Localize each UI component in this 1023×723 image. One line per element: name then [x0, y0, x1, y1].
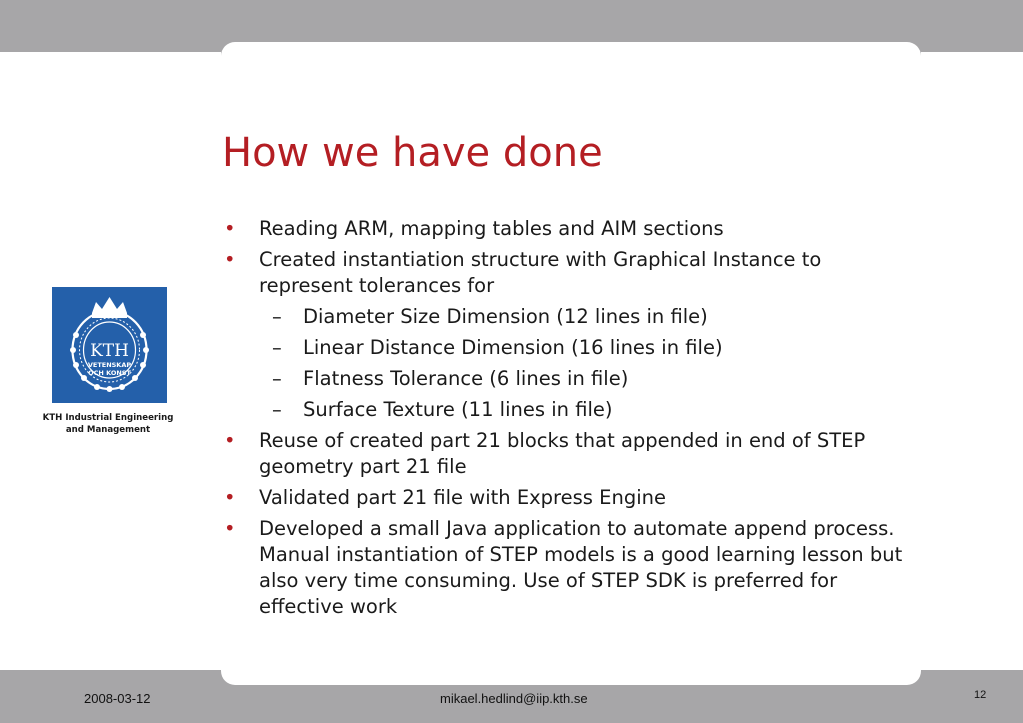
footer-email: mikael.hedlind@iip.kth.se	[440, 691, 588, 706]
kth-logo	[52, 287, 167, 403]
sub-bullet-item	[222, 335, 912, 361]
sub-bullet-item	[222, 366, 912, 392]
bullet-text: Linear Distance Dimension (16 lines in file)	[303, 336, 723, 359]
logo-caption-line2: and Management	[65, 425, 151, 435]
bullet-item	[222, 247, 912, 299]
slide-background-right	[921, 52, 1023, 670]
bullet-text: Validated part 21 file with Express Engine	[259, 486, 666, 509]
bullet-item	[222, 216, 912, 242]
bullet-item	[222, 428, 912, 480]
sub-bullet-item	[222, 304, 912, 330]
kth-emblem-icon	[52, 287, 167, 403]
bullet-marker: •	[224, 217, 236, 240]
bullet-text: Reading ARM, mapping tables and AIM sections	[259, 217, 724, 240]
bullet-text: Flatness Tolerance (6 lines in file)	[303, 367, 629, 390]
bullet-marker: •	[224, 486, 236, 509]
bullet-marker: •	[224, 517, 236, 540]
slide-title: How we have done	[222, 130, 603, 176]
logo-name: KTH	[90, 341, 129, 361]
logo-motto-line2: OCH KONST	[88, 369, 131, 377]
bullet-item	[222, 485, 912, 511]
bullet-text: Surface Texture (11 lines in file)	[303, 398, 613, 421]
bullet-marker: •	[224, 429, 236, 452]
dash-marker: –	[272, 305, 282, 328]
logo-caption-line1: KTH Industrial Engineering	[42, 413, 174, 423]
bullet-marker: •	[224, 248, 236, 271]
logo-caption	[28, 412, 188, 436]
bullet-text: Diameter Size Dimension (12 lines in file)	[303, 305, 708, 328]
dash-marker: –	[272, 367, 282, 390]
bullet-list	[222, 216, 912, 625]
footer-page-number: 12	[974, 689, 987, 701]
bullet-text: Created instantiation structure with Graphical Instance to represent tolerances for	[259, 248, 822, 297]
dash-marker: –	[272, 336, 282, 359]
bullet-text: Developed a small Java application to automate append process. Manual instantiation of STEP models is a good learning lesson but also very time consuming. Use of STEP SDK is preferred for effective work	[259, 517, 903, 618]
logo-motto-line1: VETENSKAP	[87, 361, 132, 369]
dash-marker: –	[272, 398, 282, 421]
bullet-item	[222, 516, 912, 620]
sub-bullet-item	[222, 397, 912, 423]
bullet-text: Reuse of created part 21 blocks that appended in end of STEP geometry part 21 file	[259, 429, 866, 478]
footer-date: 2008-03-12	[84, 691, 151, 706]
